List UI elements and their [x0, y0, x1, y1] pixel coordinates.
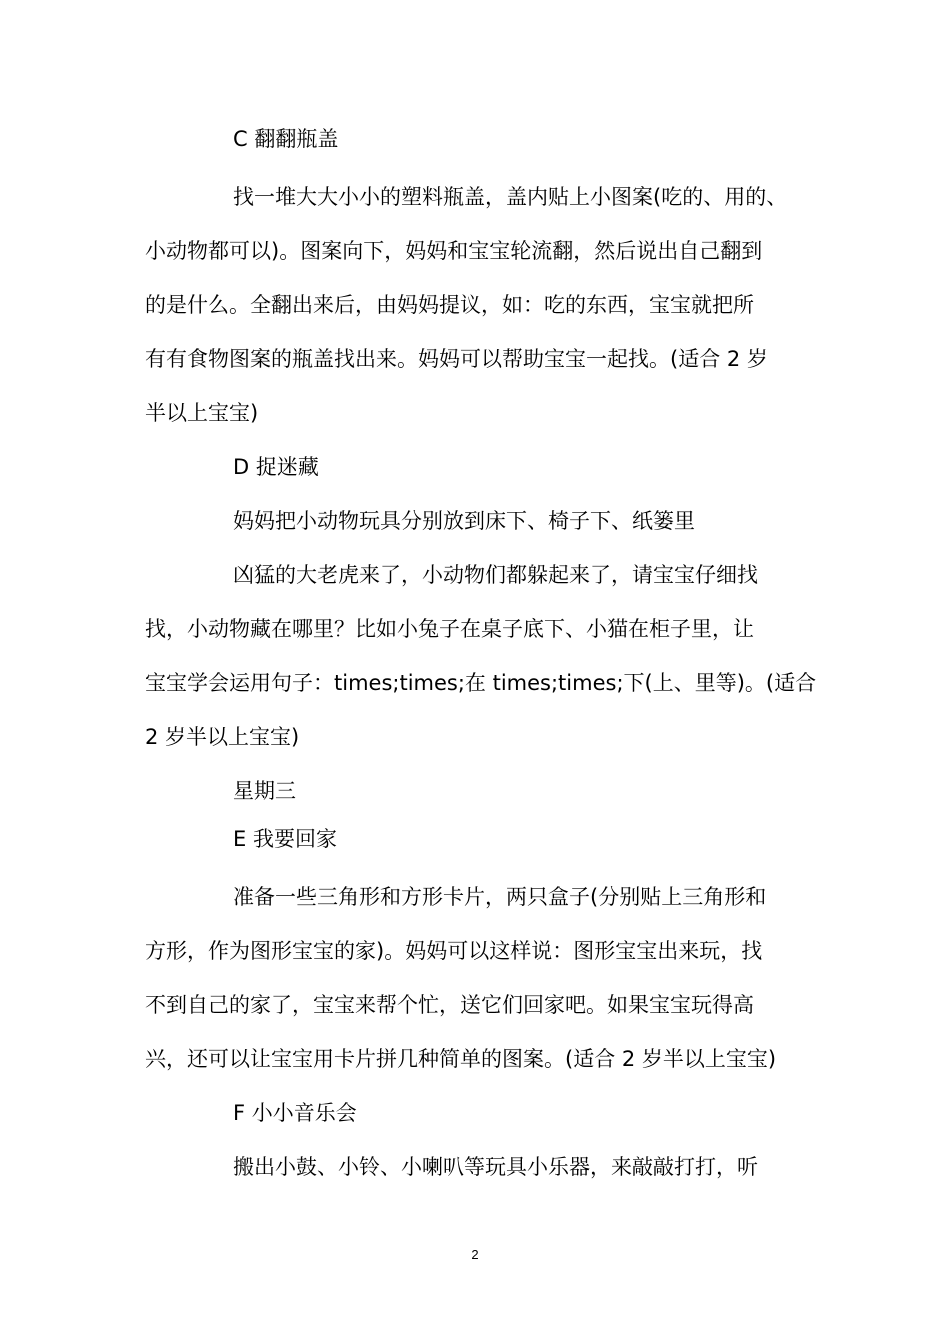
paragraph-line: 有有食物图案的瓶盖找出来。妈妈可以帮助宝宝一起找。(适合 2 岁	[145, 347, 768, 371]
paragraph-line: 半以上宝宝)	[145, 401, 259, 425]
paragraph-line: 妈妈把小动物玩具分别放到床下、椅子下、纸篓里	[233, 509, 695, 533]
paragraph-line: 找，小动物藏在哪里？比如小兔子在桌子底下、小猫在柜子里，让	[145, 617, 754, 641]
heading-e-going-home: E 我要回家	[233, 827, 337, 851]
paragraph-line: 2 岁半以上宝宝)	[145, 725, 300, 749]
paragraph-line: 小动物都可以)。图案向下，妈妈和宝宝轮流翻，然后说出自己翻到	[145, 239, 763, 263]
heading-f-little-concert: F 小小音乐会	[233, 1101, 357, 1125]
heading-c-bottle-caps: C 翻翻瓶盖	[233, 127, 339, 151]
paragraph-line: 凶猛的大老虎来了，小动物们都躲起来了，请宝宝仔细找	[233, 563, 758, 587]
paragraph-line: 方形，作为图形宝宝的家)。妈妈可以这样说：图形宝宝出来玩，找	[145, 939, 763, 963]
paragraph-line: 不到自己的家了，宝宝来帮个忙，送它们回家吧。如果宝宝玩得高	[145, 993, 754, 1017]
paragraph-line: 准备一些三角形和方形卡片，两只盒子(分别贴上三角形和	[233, 885, 767, 909]
heading-wednesday: 星期三	[233, 779, 296, 803]
paragraph-line: 搬出小鼓、小铃、小喇叭等玩具小乐器，来敲敲打打，听	[233, 1155, 758, 1179]
heading-d-hide-and-seek: D 捉迷藏	[233, 455, 319, 479]
page-number: 2	[471, 1247, 479, 1262]
paragraph-line: 找一堆大大小小的塑料瓶盖，盖内贴上小图案(吃的、用的、	[233, 185, 788, 209]
paragraph-line: 宝宝学会运用句子：times;times;在 times;times;下(上、里等)。(适合	[145, 671, 817, 695]
paragraph-line: 兴，还可以让宝宝用卡片拼几种简单的图案。(适合 2 岁半以上宝宝)	[145, 1047, 777, 1071]
paragraph-line: 的是什么。全翻出来后，由妈妈提议，如：吃的东西，宝宝就把所	[145, 293, 754, 317]
